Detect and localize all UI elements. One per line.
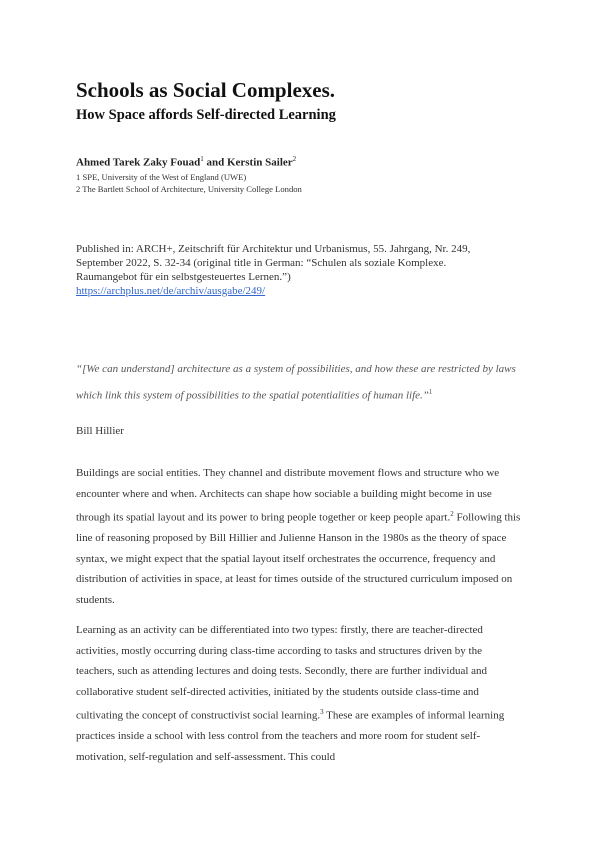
affiliation-line: 2 The Bartlett School of Architecture, University College London: [76, 183, 302, 194]
footnote-marker: 1: [428, 387, 433, 396]
affiliation-line: 1 SPE, University of the West of England (UWE): [76, 172, 247, 182]
publication-text: Published in: ARCH+, Zeitschrift für Architektur und Urbanismus, 55. Jahrgang, Nr. 249, September 2022, S. 32-34 (original title in German: “Schulen als soziale Komplexe. Raumangebot für ein selbstgesteuertes Lernen.”): [76, 243, 471, 283]
author-connector: and: [203, 156, 227, 169]
affiliation-marker: 2: [292, 155, 297, 163]
footnote-marker: 3: [320, 708, 324, 716]
paragraph-text: Following this line of reasoning proposed by Bill Hillier and Julienne Hanson in the 1980s as the theory of space syntax, we might expect that the spatial layout itself orchestrates the occurrence, frequency and distribution of activities in space, at least for times outside of the structured curriculum imposed on students.: [76, 511, 521, 606]
author-name: Ahmed Tarek Zaky Fouad: [76, 156, 201, 169]
body-paragraph: [76, 620, 521, 767]
affiliations: [76, 172, 302, 195]
epigraph-author: Bill Hillier: [76, 425, 124, 437]
author-line: [76, 152, 296, 170]
publication-link[interactable]: https://archplus.net/de/archiv/ausgabe/249/: [76, 285, 266, 297]
footnote-marker: 2: [450, 510, 454, 518]
paragraph-text: Learning as an activity can be differentiated into two types: firstly, there are teacher-directed activities, mostly occurring during class-time according to tasks and structures driven by the teachers, such as attending lectures and doing tests. Secondly, there are further individual and collaborative student self-directed activities, initiated by the students outside class-time and cultivating the concept of constructivist social learning.: [76, 624, 488, 722]
paper-title: Schools as Social Complexes.: [76, 78, 336, 102]
epigraph-text: “[We can understand] architecture as a system of possibilities, and how these are restricted by laws which link this system of possibilities to the spatial potentialities of human life.”: [76, 363, 516, 402]
author-name: Kerstin Sailer: [226, 156, 293, 169]
paper-subtitle: How Space affords Self-directed Learning: [76, 107, 336, 123]
epigraph-quote: [76, 358, 516, 407]
body-paragraph: [76, 463, 521, 610]
paragraph-text: These are examples of informal learning practices inside a school with less control from the teachers and more room for student self-motivation, self-regulation and self-assessment. This could: [76, 709, 505, 763]
affiliation-marker: 1: [200, 155, 204, 163]
paragraph-text: Buildings are social entities. They channel and distribute movement flows and structure who we encounter where and when. Architects can shape how sociable a building might become in use through its spatial layout and its power to bring people together or keep people apart.: [76, 467, 500, 524]
publication-info: [76, 242, 496, 298]
